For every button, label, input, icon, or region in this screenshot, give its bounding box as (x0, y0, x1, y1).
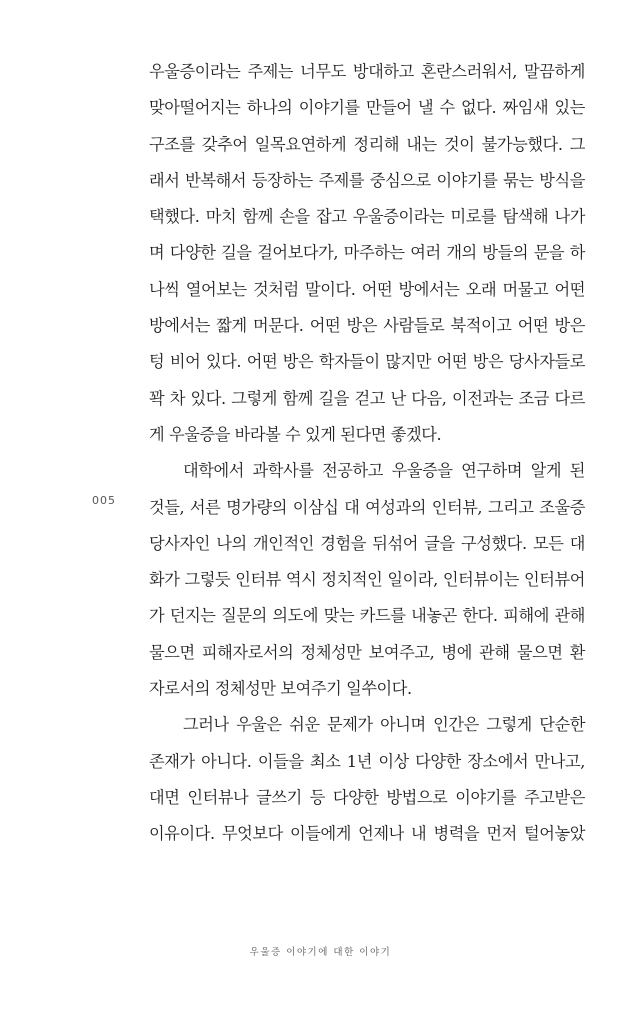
text-line: 게 우울증을 바라볼 수 있게 된다면 좋겠다. (149, 424, 442, 444)
page-body (149, 54, 585, 853)
running-footer: 우울증 이야기에 대한 이야기 (249, 947, 392, 958)
text-line: 우울증이라는 주제는 너무도 방대하고 혼란스러워서, 말끔하게 (149, 62, 585, 81)
text-line: 이유이다. 무엇보다 이들에게 언제나 내 병력을 먼저 털어놓았 (149, 824, 585, 844)
text-line: 화가 그렇듯 인터뷰 역시 정치적인 일이라, 인터뷰이는 인터뷰어 (149, 570, 585, 590)
text-line: 그러나 우울은 쉬운 문제가 아니며 인간은 그렇게 단순한 (183, 715, 585, 735)
text-line: 나씩 열어보는 것처럼 말이다. 어떤 방에서는 오래 머물고 어떤 (149, 279, 585, 299)
text-line: 것들, 서른 명가량의 이삼십 대 여성과의 인터뷰, 그리고 조울증 (149, 497, 585, 517)
text-line: 물으면 피해자로서의 정체성만 보여주고, 병에 관해 물으면 환 (149, 642, 585, 662)
text-line: 래서 반복해서 등장하는 주제를 중심으로 이야기를 묶는 방식을 (149, 170, 585, 190)
paragraph-1 (149, 54, 585, 453)
text-line: 대면 인터뷰나 글쓰기 등 다양한 방법으로 이야기를 주고받은 (149, 787, 585, 807)
text-line: 방에서는 짧게 머문다. 어떤 방은 사람들로 북적이고 어떤 방은 (149, 316, 585, 336)
paragraph-3 (149, 707, 585, 852)
text-line: 맞아떨어지는 하나의 이야기를 만들어 낼 수 없다. 짜임새 있는 (149, 98, 585, 118)
text-line: 당사자인 나의 개인적인 경험을 뒤섞어 글을 구성했다. 모든 대 (149, 533, 585, 553)
text-line: 대학에서 과학사를 전공하고 우울증을 연구하며 알게 된 (183, 461, 585, 481)
text-line: 텅 비어 있다. 어떤 방은 학자들이 많지만 어떤 방은 당사자들로 (149, 352, 585, 372)
text-line: 며 다양한 길을 걸어보다가, 마주하는 여러 개의 방들의 문을 하 (149, 243, 585, 263)
text-line: 택했다. 마치 함께 손을 잡고 우울증이라는 미로를 탐색해 나가 (149, 207, 585, 227)
text-line: 존재가 아니다. 이들을 최소 1년 이상 다양한 장소에서 만나고, (149, 751, 585, 771)
paragraph-2 (149, 453, 585, 707)
text-line: 가 던지는 질문의 의도에 맞는 카드를 내놓곤 한다. 피해에 관해 (149, 606, 585, 626)
page-number: 005 (92, 494, 116, 507)
text-line: 구조를 갖추어 일목요연하게 정리해 내는 것이 불가능했다. 그 (149, 134, 585, 154)
text-line: 자로서의 정체성만 보여주기 일쑤이다. (149, 679, 412, 699)
text-line: 꽉 차 있다. 그렇게 함께 길을 걷고 난 다음, 이전과는 조금 다르 (149, 388, 585, 408)
